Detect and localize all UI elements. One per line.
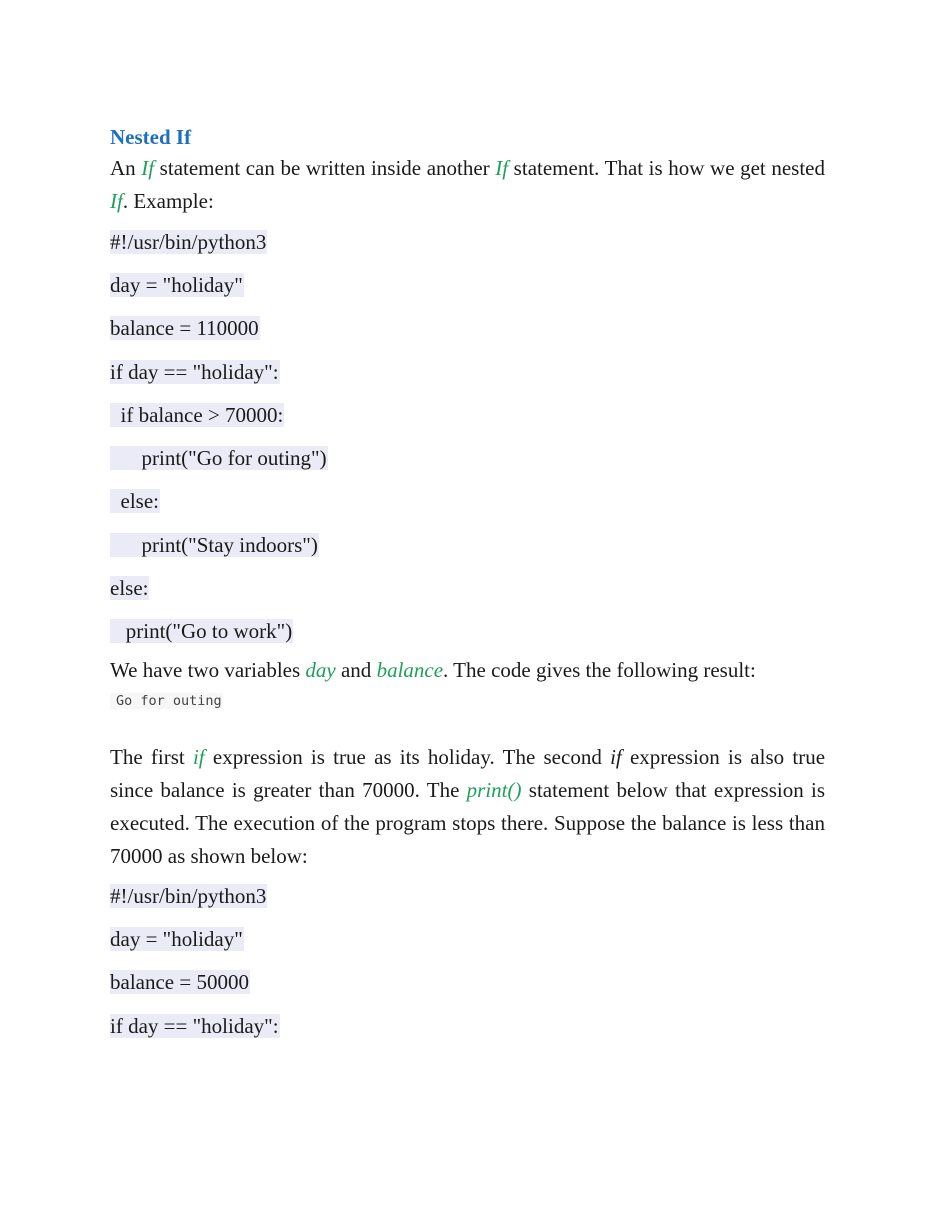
text-run: statement. That is how we get nested (508, 156, 825, 180)
keyword-print: print() (466, 777, 522, 802)
code-block-1 (110, 220, 825, 653)
code-text: if day == "holiday": (110, 1013, 279, 1038)
code-block-2 (110, 874, 825, 1047)
keyword-if: If (495, 156, 509, 180)
keyword-balance: balance (376, 657, 444, 682)
code-text: else: (110, 576, 149, 601)
text-run: and (335, 657, 377, 682)
keyword-day: day (305, 657, 336, 682)
output-screenshot (110, 687, 825, 715)
code-text: if day == "holiday": (110, 359, 279, 384)
text-run: statement can be written inside another (154, 156, 496, 180)
code-line (110, 566, 825, 609)
code-text: print("Stay indoors") (110, 532, 318, 557)
code-text: else: (110, 489, 159, 514)
code-text: print("Go to work") (110, 619, 293, 644)
code-line (110, 480, 825, 523)
text-run: An (110, 156, 142, 180)
text-run: . The code gives the following result: (443, 657, 756, 682)
code-line (110, 610, 825, 653)
code-line (110, 393, 825, 436)
code-line (110, 350, 825, 393)
code-line (110, 917, 825, 960)
explanation-paragraph (110, 741, 825, 873)
code-text: print("Go for outing") (110, 446, 327, 471)
keyword-if: if (192, 744, 205, 769)
code-line (110, 961, 825, 1004)
code-text: balance = 110000 (110, 316, 259, 341)
code-text: if balance > 70000: (110, 402, 284, 427)
variables-paragraph (110, 654, 825, 687)
keyword-if: If (110, 189, 123, 213)
text-run: expression is also true since balance is greater than 70000. The (110, 744, 826, 802)
output-text: Go for outing (110, 693, 222, 709)
document-page (110, 122, 825, 1047)
code-line (110, 220, 825, 263)
intro-paragraph (110, 152, 825, 218)
keyword-if: If (141, 156, 155, 180)
code-line (110, 307, 825, 350)
text-run: The first (110, 744, 193, 769)
text-run: statement below that expression is executed. The execution of the program stops there. Suppose the balance is less than 70000 as shown below: (110, 777, 825, 868)
text-run: expression is true as its holiday. The second (204, 744, 611, 769)
code-line (110, 436, 825, 479)
italic-if: if (610, 744, 622, 769)
code-text: #!/usr/bin/python3 (110, 229, 267, 254)
code-line (110, 263, 825, 306)
code-text: day = "holiday" (110, 272, 243, 297)
code-text: balance = 50000 (110, 970, 249, 995)
text-run: We have two variables (110, 657, 306, 682)
code-line (110, 874, 825, 917)
code-line (110, 1004, 825, 1047)
text-run: . Example: (122, 189, 214, 213)
section-heading: Nested If (110, 125, 192, 149)
code-line (110, 523, 825, 566)
code-text: day = "holiday" (110, 926, 243, 951)
code-text: #!/usr/bin/python3 (110, 883, 267, 908)
